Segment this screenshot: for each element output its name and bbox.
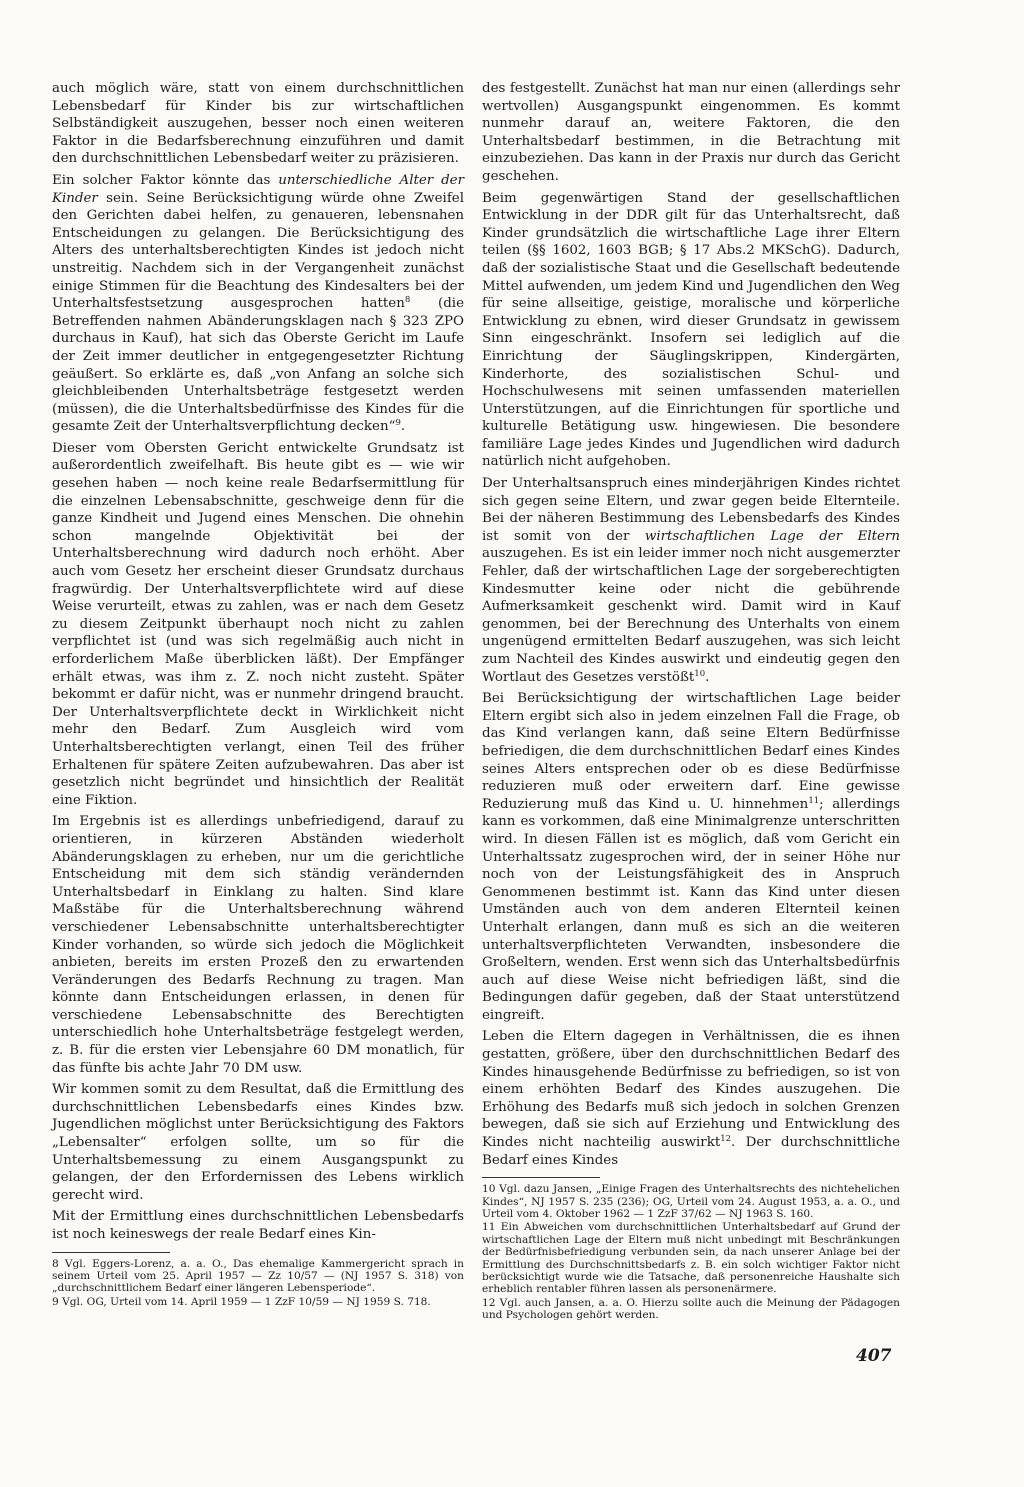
- footnote-ref: 11: [808, 795, 820, 806]
- paragraph: Bei Berücksichtigung der wirtschaftlichen Lage beider Eltern ergibt sich also in jedem einzelnen Fall die Frage, ob das Kind verlangen kann, daß seine Eltern Bedürfnisse befriedigen, die dem durchschnittlichen Bedarf eines Kindes seines Alters entsprechen oder ob es diese Bedürfnisse reduzieren muß oder erweitern darf. Eine gewisse Reduzierung muß das Kind u. U. hinnehmen$^{11}$; allerdings kann es vorkommen, daß eine Minimalgrenze unterschritten wird. In diesen Fällen ist es möglich, daß vom Gericht ein Unterhaltssatz zugesprochen wird, der in seiner Höhe nur noch von der Leistungsfähigkeit des in Anspruch Genommenen bestimmt ist. Kann das Kind unter diesen Umständen auch von dem anderen Elternteil keinen Unterhalt erlangen, dann muß es sich an die weiteren unterhaltsverpflichteten Verwandten, insbesondere die Großeltern, wenden. Erst wenn sich das Unterhaltsbedürfnis auch auf diese Weise nicht befriedigen läßt, sind die Bedingungen dafür gegeben, daß der Staat unterstützend eingreift.: [482, 691, 900, 1023]
- emphasis: wirtschaftlichen Lage der Eltern: [644, 528, 900, 544]
- right-column: [482, 80, 900, 1323]
- footnote-ref: 8: [404, 295, 411, 306]
- footnote-ref: 10: [694, 668, 706, 679]
- paragraph: Beim gegenwärtigen Stand der gesellschaftlichen Entwicklung in der DDR gilt für das Unterhaltsrecht, daß Kinder grundsätzlich die wirtschaftliche Lage ihrer Eltern teilen (§§ 1602, 1603 BGB; § 17 Abs.2 MKSchG). Dadurch, daß der sozialistische Staat und die Gesellschaft bedeutende Mittel aufwenden, um jedem Kind und Jugendlichen den Weg für seine allseitige, geistige, moralische und körperliche Entwicklung zu ebnen, wird dieser Grundsatz in gewissem Sinn eingeschränkt. Insofern sei lediglich auf die Einrichtung der Säuglingskrippen, Kindergärten, Kinderhorte, des sozialistischen Schul- und Hochschulwesens mit seinen umfassenden materiellen Unterstützungen, auf die Einrichtungen für sportliche und kulturelle Betätigung usw. hingewiesen. Die besondere familiäre Lage jedes Kindes und Jugendlichen wird dadurch natürlich nicht aufgehoben.: [482, 190, 900, 470]
- paragraph: Leben die Eltern dagegen in Verhältnissen, die es ihnen gestatten, größere, über den durchschnittlichen Bedarf des Kindes hinausgehende Bedürfnisse zu befriedigen, so ist von einem erhöhten Bedarf des Kindes auszugehen. Die Erhöhung des Bedarfs muß sich jedoch in solchen Grenzen bewegen, daß sie sich auf Erziehung und Entwicklung des Kindes nicht nachteilig auswirkt$^{12}$. Der durchschnittliche Bedarf eines Kindes: [482, 1029, 900, 1168]
- paragraph: Wir kommen somit zu dem Resultat, daß die Ermittlung des durchschnittlichen Lebensbedarfs eines Kindes bzw. Jugendlichen möglichst unter Berücksichtigung des Faktors „Lebensalter“ erfolgen sollte, um so für die Unterhaltsbemessung zu einem Ausgangspunkt zu gelangen, der den Erfordernissen des Lebens wirklich gerecht wird.: [52, 1082, 464, 1203]
- paragraph: auch möglich wäre, statt von einem durchschnittlichen Lebensbedarf für Kinder bis zur wirtschaftlichen Selbständigkeit auszugehen, besser noch einen weiteren Faktor in die Bedarfsberechnung einzuführen und damit den durchschnittlichen Lebensbedarf weiter zu präzisieren.: [52, 81, 464, 167]
- footnote-divider: [482, 1177, 600, 1178]
- footnote: 8 Vgl. Eggers-Lorenz, a. a. O., Das ehemalige Kammergericht sprach in seinem Urteil vom 25. April 1957 — Zz 10/57 — (NJ 1957 S. 318) von „durchschnittlichem Bedarf einer längeren Lebensperiode“.: [52, 1257, 464, 1295]
- paragraph: Im Ergebnis ist es allerdings unbefriedigend, darauf zu orientieren, in kürzeren Abständen wiederholt Abänderungsklagen zu erheben, nur um die gerichtliche Entscheidung mit dem sich ständig verändernden Unterhaltsbedarf in Einklang zu halten. Sind klare Maßstäbe für die Unterhaltsberechnung während verschiedener Lebensabschnitte unterhaltsberechtigter Kinder vorhanden, so würde sich jedoch die Möglichkeit anbieten, bereits im ersten Prozeß den zu erwartenden Veränderungen des Bedarfs Rechnung zu tragen. Man könnte dann Entscheidungen erlassen, in denen für verschiedene Lebensabschnitte des Berechtigten unterschiedlich hohe Unterhaltsbeträge festgelegt werden, z. B. für die ersten vier Lebensjahre 60 DM monatlich, für das fünfte bis achte Jahr 70 DM usw.: [52, 814, 464, 1076]
- paragraph: Mit der Ermittlung eines durchschnittlichen Lebensbedarfs ist noch keineswegs der reale Bedarf eines Kin-: [52, 1209, 464, 1242]
- footnote-ref: 9: [395, 418, 401, 429]
- footnotes-left: [52, 1258, 464, 1309]
- paragraph: Der Unterhaltsanspruch eines minderjährigen Kindes richtet sich gegen seine Eltern, und zwar gegen beide Elternteile. Bei der näheren Bestimmung des Lebensbedarfs des Kindes ist somit von der wirtschaftlichen Lage der Eltern auszugehen. Es ist ein leider immer noch nicht ausgemerzter Fehler, daß der wirtschaftlichen Lage der sorgeberechtigten Kindesmutter keine oder nicht die gebührende Aufmerksamkeit geschenkt wird. Damit wird in Kauf genommen, bei der Berechnung des Unterhalts von einem ungenügend ermittelten Bedarf auszugehen, was sich leicht zum Nachteil des Kindes auswirkt und eindeutig gegen den Wortlaut des Gesetzes verstößt$^{10}$.: [482, 476, 900, 685]
- footnote: 11 Ein Abweichen vom durchschnittlichen Unterhaltsbedarf auf Grund der wirtschaftlichen Lage der Eltern muß nicht unbedingt mit Beschränkungen der Bedürfnisbefriedigung verbunden sein, da nach unserer Anlage bei der Ermittlung des Durchschnittsbedarfs z. B. ein solch wichtiger Faktor nicht berücksichtigt wurde wie die Tatsache, daß personenreiche Haushalte sich erheblich rentabler führen lassen als personenärmere.: [482, 1221, 900, 1296]
- paragraph: Dieser vom Obersten Gericht entwickelte Grundsatz ist außerordentlich zweifelhaft. Bis heute gibt es — wie wir gesehen haben — noch keine reale Bedarfsermittlung für die einzelnen Lebensabschnitte, geschweige denn für die ganze Kindheit und Jugend eines Menschen. Die ohnehin schon mangelnde Objektivität bei der Unterhaltsberechnung wird dadurch noch erhöht. Aber auch vom Gesetz her erscheint dieser Grundsatz durchaus fragwürdig. Der Unterhaltsverpflichtete wird auf diese Weise verurteilt, etwas zu zahlen, was er nach dem Gesetz zu diesem Zeitpunkt überhaupt noch nicht zu zahlen verpflichtet ist (und was sich regelmäßig auch nicht in erforderlichem Maße überblicken läßt). Der Empfänger erhält etwas, was ihm z. Z. noch nicht zusteht. Später bekommt er dafür nicht, was er nunmehr dringend braucht. Der Unterhaltsverpflichtete deckt in Wirklichkeit nicht mehr den Bedarf. Zum Ausgleich wird vom Unterhaltsberechtigten verlangt, einen Teil des früher Erhaltenen für spätere Zeiten aufzubewahren. Das aber ist gesetzlich nicht begründet und hinsichtlich der Realität eine Fiktion.: [52, 440, 464, 808]
- footnote-ref: 12: [720, 1134, 732, 1145]
- footnotes-right: [482, 1183, 900, 1321]
- paragraph: des festgestellt. Zunächst hat man nur einen (allerdings sehr wertvollen) Ausgangspunkt eingenommen. Es kommt nunmehr darauf an, weitere Faktoren, die den Unterhaltsbedarf bestimmen, in die Betrachtung mit einzubeziehen. Das kann in der Praxis nur durch das Gericht geschehen.: [482, 81, 900, 184]
- paragraph: Ein solcher Faktor könnte das unterschiedliche Alter der Kinder sein. Seine Berücksichtigung würde ohne Zweifel den Gerichten dabei helfen, zu genaueren, lebensnahen Entscheidungen zu gelangen. Die Berücksichtigung des Alters des unterhaltsberechtigten Kindes ist jedoch nicht unstreitig. Nachdem sich in der Vergangenheit zunächst einige Stimmen für die Beachtung des Kindesalters bei der Unterhaltsfestsetzung ausgesprochen hatten$^8$ (die Betreffenden nahmen Abänderungsklagen nach § 323 ZPO durchaus in Kauf), hat sich das Oberste Gericht im Laufe der Zeit immer deutlicher in entgegengesetzter Richtung geäußert. So erklärte es, daß „von Anfang an solche sich gleichbleibenden Unterhaltsbeträge festgesetzt werden (müssen), die die Unterhaltsbedürfnisse des Kindes für die gesamte Zeit der Unterhaltsverpflichtung decken“$^9$.: [52, 172, 464, 435]
- emphasis: unterschiedliche Alter der Kinder: [52, 172, 464, 206]
- footnote: 12 Vgl. auch Jansen, a. a. O. Hierzu sollte auch die Meinung der Pädagogen und Psychologen gehört werden.: [482, 1296, 900, 1322]
- left-column: [52, 80, 464, 1309]
- footnote: 9 Vgl. OG, Urteil vom 14. April 1959 — 1 ZzF 10/59 — NJ 1959 S. 718.: [52, 1295, 431, 1308]
- footnote: 10 Vgl. dazu Jansen, „Einige Fragen des Unterhaltsrechts des nichtehelichen Kindes“, NJ 1957 S. 235 (236); OG, Urteil vom 24. August 1953, a. a. O., und Urteil vom 4. Oktober 1962 — 1 ZzF 37/62 — NJ 1963 S. 160.: [482, 1183, 900, 1221]
- page-number: 407: [856, 1346, 892, 1366]
- footnote-divider: [52, 1252, 170, 1253]
